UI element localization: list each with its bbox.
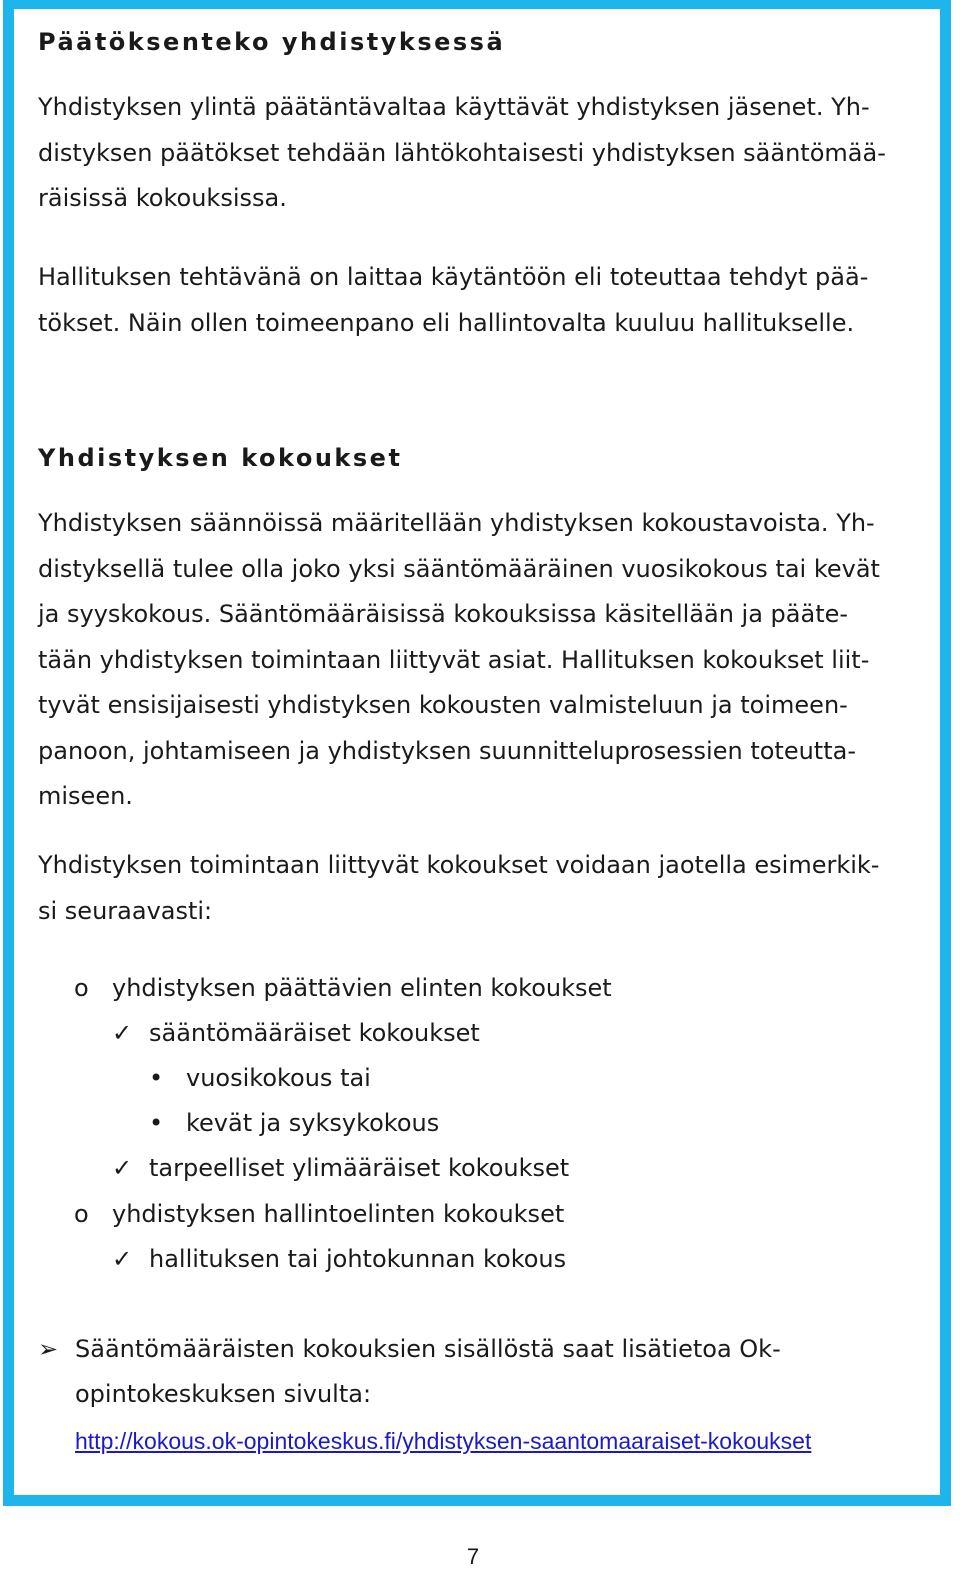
list-item-text: vuosikokous tai [186, 1064, 371, 1092]
info-text: Sääntömääräisten kokouksien sisällöstä saat lisätietoa Ok- [75, 1335, 781, 1363]
paragraph-2 [38, 255, 922, 346]
paragraph-3 [38, 501, 922, 820]
ok-opintokeskus-link[interactable]: http://kokous.ok-opintokeskus.fi/yhdistyksen-saantomaaraiset-kokoukset [75, 1428, 812, 1454]
text-line: tään yhdistyksen toimintaan liittyvät asiat. Hallituksen kokoukset liit- [38, 645, 870, 674]
text-line: Yhdistyksen ylintä päätäntävaltaa käyttävät yhdistyksen jäsenet. Yh- [38, 93, 870, 121]
text-line: tökset. Näin ollen toimeenpano eli hallintovalta kuuluu hallitukselle. [38, 308, 855, 337]
list-item-text: hallituksen tai johtokunnan kokous [149, 1245, 567, 1273]
content-frame [3, 0, 951, 1506]
list-item-text: kevät ja syksykokous [186, 1109, 440, 1137]
text-line: Yhdistyksen säännöissä määritellään yhdistyksen kokoustavoista. Yh- [38, 509, 875, 537]
text-line: Yhdistyksen toimintaan liittyvät kokoukset voidaan jaotella esimerkik- [38, 851, 880, 879]
info-line: opintokeskuksen sivulta: [75, 1380, 372, 1408]
circle-bullet-icon: o [74, 1200, 89, 1228]
page-number: 7 [466, 1544, 480, 1569]
text-line: miseen. [38, 782, 133, 810]
paragraph-1 [38, 85, 922, 222]
list-item-text: tarpeelliset ylimääräiset kokoukset [149, 1154, 570, 1182]
section-heading-decision-making: Päätöksenteko yhdistyksessä [38, 28, 506, 56]
dot-bullet-icon: • [149, 1064, 164, 1092]
text-line: räisissä kokouksissa. [38, 184, 287, 212]
checkmark-icon: ✓ [112, 1154, 133, 1182]
text-line: ja syyskokous. Sääntömääräisissä kokouksissa käsitellään ja pääte- [38, 600, 849, 628]
text-line: panoon, johtamiseen ja yhdistyksen suunnitteluprosessien toteutta- [38, 736, 856, 765]
arrow-bullet-icon: ➢ [38, 1335, 59, 1363]
text-line: distyksellä tulee olla joko yksi sääntömääräinen vuosikokous tai kevät [38, 554, 880, 583]
checkmark-icon: ✓ [112, 1019, 133, 1047]
checkmark-icon: ✓ [112, 1245, 133, 1273]
list-item-text: sääntömääräiset kokoukset [149, 1019, 480, 1047]
info-link-row [75, 1419, 811, 1464]
text-line: tyvät ensisijaisesti yhdistyksen kokousten valmisteluun ja toimeen- [38, 691, 848, 719]
list-item-text: yhdistyksen päättävien elinten kokoukset [112, 974, 612, 1002]
circle-bullet-icon: o [74, 974, 89, 1002]
text-line: si seuraavasti: [38, 896, 213, 925]
dot-bullet-icon: • [149, 1109, 164, 1137]
paragraph-4 [38, 843, 922, 934]
text-line: Hallituksen tehtävänä on laittaa käytäntöön eli toteuttaa tehdyt pää- [38, 263, 869, 291]
text-line: distyksen päätökset tehdään lähtökohtaisesti yhdistyksen sääntömää- [38, 138, 886, 167]
section-heading-meetings: Yhdistyksen kokoukset [38, 444, 403, 472]
list-item-text: yhdistyksen hallintoelinten kokoukset [112, 1200, 565, 1228]
